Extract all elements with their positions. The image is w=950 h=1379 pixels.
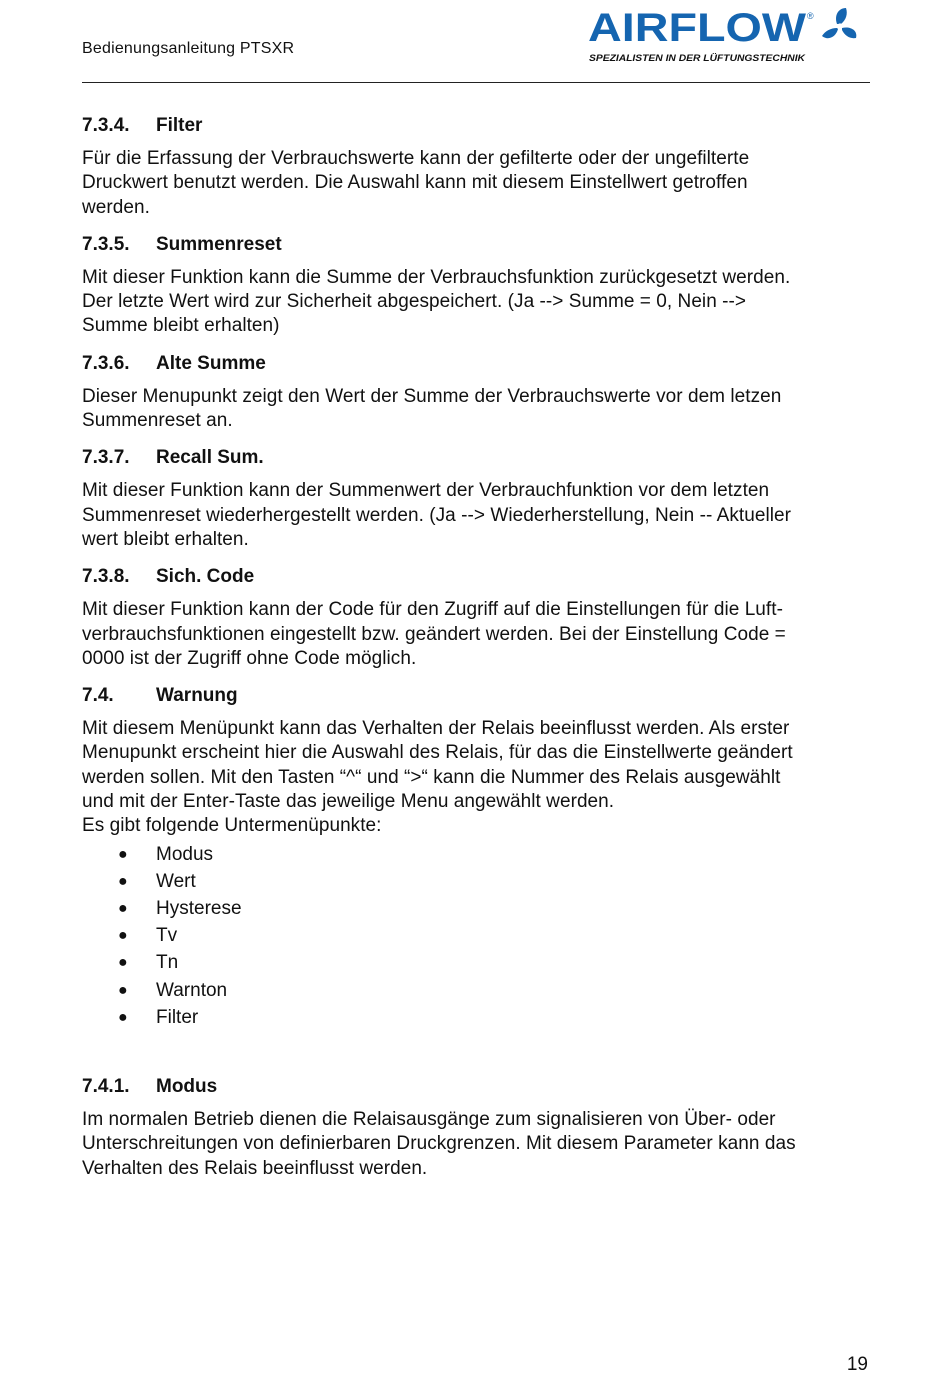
list-item bbox=[82, 895, 872, 922]
section-title: Summenreset bbox=[156, 233, 282, 255]
svg-text:AIRFLOW: AIRFLOW bbox=[588, 6, 807, 50]
paragraph-line: Summe bleibt erhalten) bbox=[82, 315, 280, 337]
section-paragraph bbox=[82, 147, 872, 220]
paragraph-line: Mit dieser Funktion kann der Code für den Zugriff auf die Einstellungen für die Luft- bbox=[82, 599, 783, 621]
list-item bbox=[82, 977, 872, 1004]
section-paragraph bbox=[82, 385, 872, 434]
paragraph-line: Mit dieser Funktion kann die Summe der Verbrauchsfunktion zurückgesetzt werden. bbox=[82, 266, 791, 288]
section-heading bbox=[82, 565, 872, 589]
paragraph-line: Im normalen Betrieb dienen die Relaisausgänge zum signalisieren von Über- oder bbox=[82, 1109, 776, 1131]
list-item-label: Warnton bbox=[156, 979, 228, 1001]
section-heading bbox=[82, 1075, 872, 1099]
paragraph-line: 0000 ist der Zugriff ohne Code möglich. bbox=[82, 647, 417, 669]
section-paragraph bbox=[82, 717, 872, 838]
section-heading bbox=[82, 352, 872, 376]
section-title: Recall Sum. bbox=[156, 447, 264, 469]
submenu-list bbox=[82, 841, 872, 1031]
section-number: 7.3.7. bbox=[82, 447, 130, 469]
airflow-logo bbox=[588, 6, 866, 66]
section-title: Alte Summe bbox=[156, 352, 266, 374]
list-item bbox=[82, 1004, 872, 1031]
section-number: 7.3.6. bbox=[82, 352, 130, 374]
section-title: Sich. Code bbox=[156, 566, 255, 588]
list-item-label: Tv bbox=[156, 925, 178, 947]
bullet-icon: ● bbox=[118, 872, 128, 890]
page-content bbox=[82, 114, 872, 1194]
list-item bbox=[82, 949, 872, 976]
bullet-icon: ● bbox=[118, 981, 128, 999]
section-heading bbox=[82, 114, 872, 138]
bullet-icon: ● bbox=[118, 845, 128, 863]
bullet-icon: ● bbox=[118, 1008, 128, 1026]
section-number: 7.4. bbox=[82, 685, 114, 707]
list-item-label: Wert bbox=[156, 870, 196, 892]
page-header bbox=[82, 0, 870, 83]
paragraph-line: verbrauchsfunktionen eingestellt bzw. geändert werden. Bei der Einstellung Code = bbox=[82, 623, 786, 645]
document-title: Bedienungsanleitung PTSXR bbox=[82, 40, 295, 57]
section-paragraph bbox=[82, 479, 872, 552]
section-7-3-6 bbox=[82, 352, 872, 434]
list-item-label: Tn bbox=[156, 952, 179, 974]
paragraph-line: Unterschreitungen von definierbaren Druckgrenzen. Mit diesem Parameter kann das bbox=[82, 1133, 796, 1155]
section-7-4-1 bbox=[82, 1075, 872, 1181]
svg-text:®: ® bbox=[807, 11, 814, 21]
paragraph-line: Für die Erfassung der Verbrauchswerte kann der gefilterte oder der ungefilterte bbox=[82, 148, 750, 169]
paragraph-line: werden. bbox=[82, 196, 150, 218]
list-item-label: Hysterese bbox=[156, 898, 242, 920]
section-number: 7.3.5. bbox=[82, 233, 130, 255]
section-heading bbox=[82, 684, 872, 708]
section-title: Warnung bbox=[156, 685, 238, 707]
list-item-label: Filter bbox=[156, 1006, 199, 1028]
list-item bbox=[82, 841, 872, 868]
bullet-icon: ● bbox=[118, 954, 128, 972]
section-7-3-8 bbox=[82, 565, 872, 671]
list-item-label: Modus bbox=[156, 843, 214, 865]
section-heading bbox=[82, 233, 872, 257]
section-heading bbox=[82, 446, 872, 470]
paragraph-line: Dieser Menupunkt zeigt den Wert der Summe der Verbrauchswerte vor dem letzen bbox=[82, 385, 782, 407]
section-paragraph bbox=[82, 598, 872, 671]
svg-text:SPEZIALISTEN IN DER LÜFTUNGSTE: SPEZIALISTEN IN DER LÜFTUNGSTECHNIK bbox=[589, 53, 807, 64]
paragraph-line: Summenreset an. bbox=[82, 410, 233, 432]
bullet-icon: ● bbox=[118, 900, 128, 918]
section-7-4 bbox=[82, 684, 872, 1031]
section-title: Modus bbox=[156, 1076, 218, 1098]
fan-icon bbox=[822, 8, 856, 38]
section-paragraph bbox=[82, 1108, 872, 1181]
section-title: Filter bbox=[156, 115, 203, 136]
paragraph-line: Mit dieser Funktion kann der Summenwert der Verbrauchfunktion vor dem letzten bbox=[82, 480, 770, 502]
page-number: 19 bbox=[846, 1354, 868, 1375]
paragraph-line: werden sollen. Mit den Tasten “^“ und “>“ kann die Nummer des Relais ausgewählt bbox=[82, 766, 781, 788]
paragraph-line: Druckwert benutzt werden. Die Auswahl kann mit diesem Einstellwert getroffen bbox=[82, 172, 748, 194]
section-paragraph bbox=[82, 266, 872, 339]
paragraph-line: Summenreset wiederhergestellt werden. (Ja --> Wiederherstellung, Nein -- Aktueller bbox=[82, 504, 791, 526]
section-number: 7.3.4. bbox=[82, 115, 130, 136]
paragraph-line: Der letzte Wert wird zur Sicherheit abgespeichert. (Ja --> Summe = 0, Nein --> bbox=[82, 291, 747, 313]
paragraph-line: Mit diesem Menüpunkt kann das Verhalten der Relais beeinflusst werden. Als erster bbox=[82, 718, 790, 740]
paragraph-line: Verhalten des Relais beeinflusst werden. bbox=[82, 1157, 428, 1179]
paragraph-line: Es gibt folgende Untermenüpunkte: bbox=[82, 815, 382, 837]
paragraph-line: und mit der Enter-Taste das jeweilige Menu angewählt werden. bbox=[82, 791, 615, 813]
paragraph-line: Menupunkt erscheint hier die Auswahl des Relais, für das die Einstellwerte geändert bbox=[82, 742, 793, 764]
section-7-3-5 bbox=[82, 233, 872, 339]
list-item bbox=[82, 868, 872, 895]
bullet-icon: ● bbox=[118, 927, 128, 945]
section-7-3-7 bbox=[82, 446, 872, 552]
section-number: 7.4.1. bbox=[82, 1076, 130, 1098]
section-7-3-4 bbox=[82, 114, 872, 220]
paragraph-line: wert bleibt erhalten. bbox=[82, 528, 249, 550]
list-item bbox=[82, 922, 872, 949]
section-number: 7.3.8. bbox=[82, 566, 130, 588]
